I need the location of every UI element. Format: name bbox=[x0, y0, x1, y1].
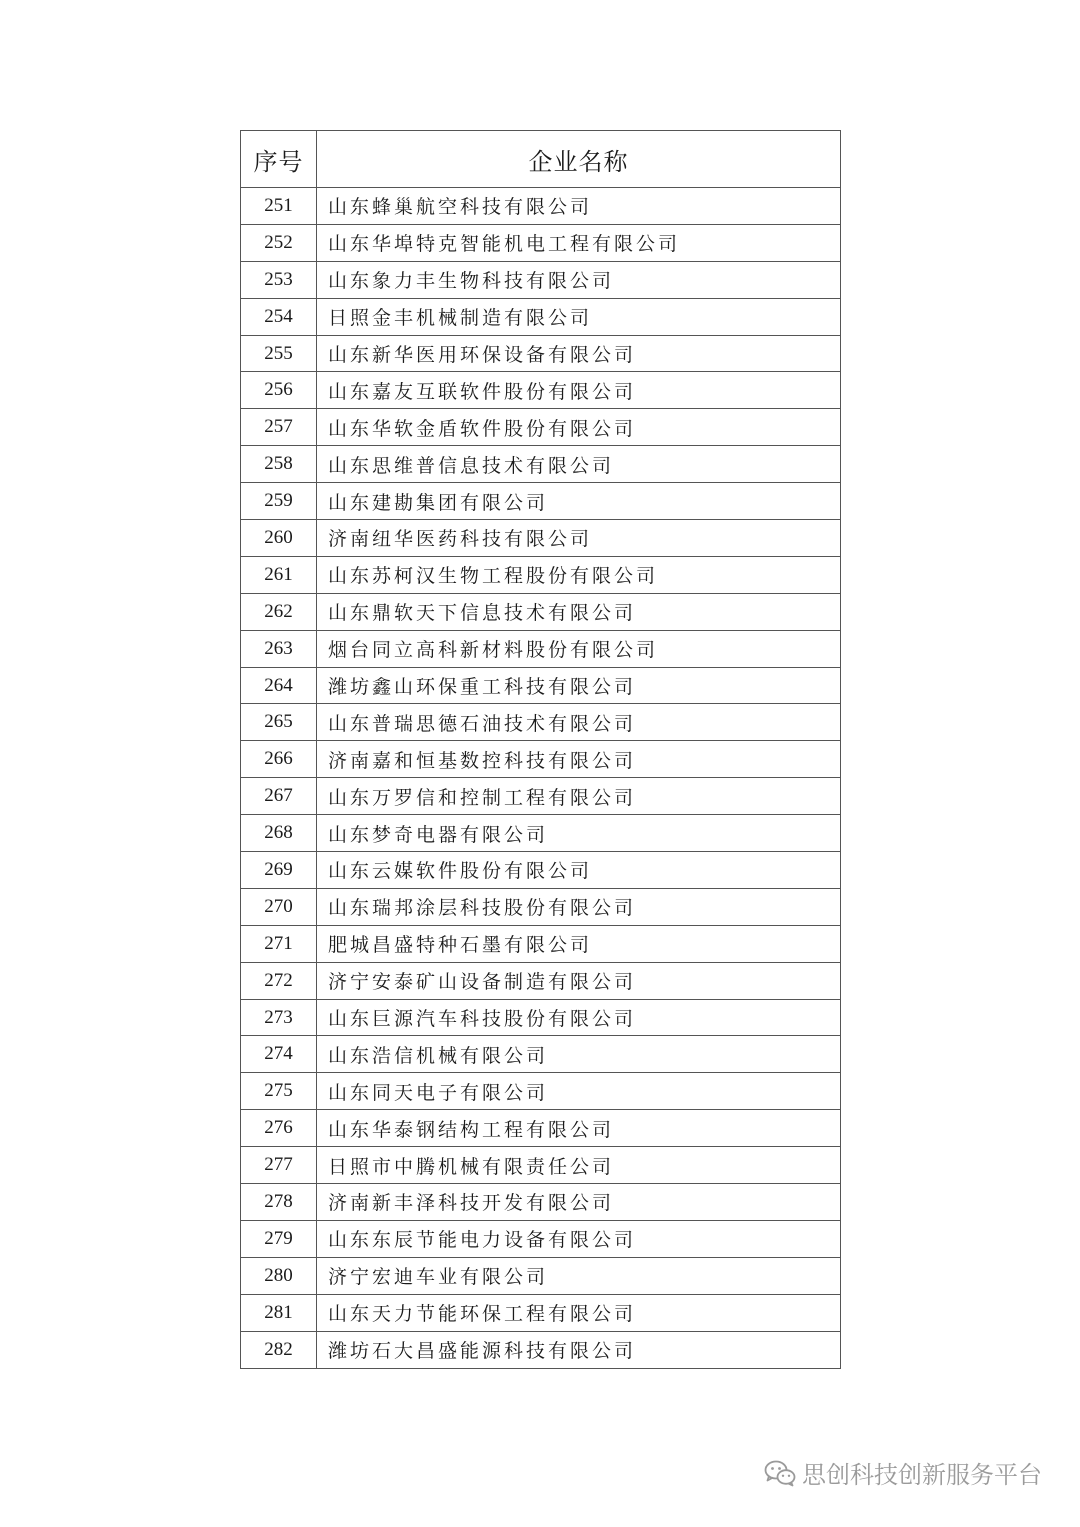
serial-number-cell: 280 bbox=[241, 1257, 317, 1294]
serial-number-cell: 261 bbox=[241, 556, 317, 593]
table-row bbox=[241, 483, 841, 520]
company-name-cell: 山东梦奇电器有限公司 bbox=[317, 815, 841, 852]
serial-number-cell: 275 bbox=[241, 1073, 317, 1110]
company-list-table bbox=[240, 130, 841, 1369]
company-name-cell: 济宁宏迪车业有限公司 bbox=[317, 1257, 841, 1294]
company-name-cell: 山东瑞邦涂层科技股份有限公司 bbox=[317, 888, 841, 925]
company-name-cell: 山东思维普信息技术有限公司 bbox=[317, 446, 841, 483]
table-row bbox=[241, 852, 841, 889]
serial-number-cell: 267 bbox=[241, 778, 317, 815]
serial-number-cell: 277 bbox=[241, 1147, 317, 1184]
serial-number-cell: 268 bbox=[241, 815, 317, 852]
table-row bbox=[241, 372, 841, 409]
serial-number-cell: 260 bbox=[241, 520, 317, 557]
serial-number-cell: 258 bbox=[241, 446, 317, 483]
serial-number-cell: 264 bbox=[241, 667, 317, 704]
table-row bbox=[241, 925, 841, 962]
company-name-cell: 山东鼎软天下信息技术有限公司 bbox=[317, 593, 841, 630]
table-row bbox=[241, 888, 841, 925]
table-row bbox=[241, 815, 841, 852]
company-name-cell: 肥城昌盛特种石墨有限公司 bbox=[317, 925, 841, 962]
table-header-row bbox=[241, 131, 841, 188]
serial-number-cell: 282 bbox=[241, 1331, 317, 1368]
company-name-cell: 日照金丰机械制造有限公司 bbox=[317, 298, 841, 335]
table-row bbox=[241, 999, 841, 1036]
company-name-cell: 山东巨源汽车科技股份有限公司 bbox=[317, 999, 841, 1036]
table-row bbox=[241, 630, 841, 667]
table-body bbox=[241, 188, 841, 1369]
company-name-cell: 山东新华医用环保设备有限公司 bbox=[317, 335, 841, 372]
serial-number-cell: 251 bbox=[241, 188, 317, 225]
table-row bbox=[241, 1331, 841, 1368]
company-name-cell: 日照市中腾机械有限责任公司 bbox=[317, 1147, 841, 1184]
table-row bbox=[241, 1147, 841, 1184]
company-name-cell: 潍坊石大昌盛能源科技有限公司 bbox=[317, 1331, 841, 1368]
serial-number-cell: 273 bbox=[241, 999, 317, 1036]
serial-number-cell: 274 bbox=[241, 1036, 317, 1073]
serial-number-cell: 259 bbox=[241, 483, 317, 520]
table-row bbox=[241, 188, 841, 225]
company-name-cell: 山东建勘集团有限公司 bbox=[317, 483, 841, 520]
serial-number-cell: 255 bbox=[241, 335, 317, 372]
company-name-cell: 山东万罗信和控制工程有限公司 bbox=[317, 778, 841, 815]
company-name-cell: 山东华泰钢结构工程有限公司 bbox=[317, 1110, 841, 1147]
table-row bbox=[241, 778, 841, 815]
serial-number-cell: 276 bbox=[241, 1110, 317, 1147]
watermark-text: 思创科技创新服务平台 bbox=[802, 1461, 1042, 1489]
serial-number-cell: 263 bbox=[241, 630, 317, 667]
table-row bbox=[241, 261, 841, 298]
serial-number-cell: 270 bbox=[241, 888, 317, 925]
serial-number-cell: 272 bbox=[241, 962, 317, 999]
company-name-cell: 济宁安泰矿山设备制造有限公司 bbox=[317, 962, 841, 999]
serial-number-cell: 256 bbox=[241, 372, 317, 409]
company-name-cell: 烟台同立高科新材料股份有限公司 bbox=[317, 630, 841, 667]
serial-number-cell: 279 bbox=[241, 1220, 317, 1257]
header-company-name: 企业名称 bbox=[317, 131, 841, 188]
table-row bbox=[241, 409, 841, 446]
company-name-cell: 山东蜂巢航空科技有限公司 bbox=[317, 188, 841, 225]
serial-number-cell: 271 bbox=[241, 925, 317, 962]
serial-number-cell: 254 bbox=[241, 298, 317, 335]
serial-number-cell: 257 bbox=[241, 409, 317, 446]
serial-number-cell: 262 bbox=[241, 593, 317, 630]
serial-number-cell: 281 bbox=[241, 1294, 317, 1331]
table-row bbox=[241, 704, 841, 741]
serial-number-cell: 266 bbox=[241, 741, 317, 778]
table-row bbox=[241, 1036, 841, 1073]
company-name-cell: 山东普瑞思德石油技术有限公司 bbox=[317, 704, 841, 741]
table-row bbox=[241, 1294, 841, 1331]
company-name-cell: 山东浩信机械有限公司 bbox=[317, 1036, 841, 1073]
company-name-cell: 济南嘉和恒基数控科技有限公司 bbox=[317, 741, 841, 778]
serial-number-cell: 253 bbox=[241, 261, 317, 298]
serial-number-cell: 265 bbox=[241, 704, 317, 741]
company-name-cell: 山东天力节能环保工程有限公司 bbox=[317, 1294, 841, 1331]
table-row bbox=[241, 335, 841, 372]
table-row bbox=[241, 1073, 841, 1110]
company-name-cell: 山东云媒软件股份有限公司 bbox=[317, 852, 841, 889]
company-name-cell: 山东象力丰生物科技有限公司 bbox=[317, 261, 841, 298]
company-name-cell: 山东华软金盾软件股份有限公司 bbox=[317, 409, 841, 446]
table-row bbox=[241, 1220, 841, 1257]
company-name-cell: 济南纽华医药科技有限公司 bbox=[317, 520, 841, 557]
company-name-cell: 山东华埠特克智能机电工程有限公司 bbox=[317, 224, 841, 261]
table-row bbox=[241, 224, 841, 261]
company-name-cell: 山东东辰节能电力设备有限公司 bbox=[317, 1220, 841, 1257]
table-row bbox=[241, 593, 841, 630]
table-row bbox=[241, 962, 841, 999]
table-row bbox=[241, 1110, 841, 1147]
table-row bbox=[241, 741, 841, 778]
table-row bbox=[241, 298, 841, 335]
table-row bbox=[241, 446, 841, 483]
company-name-cell: 潍坊鑫山环保重工科技有限公司 bbox=[317, 667, 841, 704]
watermark bbox=[764, 1455, 1042, 1490]
table-row bbox=[241, 667, 841, 704]
company-name-cell: 山东同天电子有限公司 bbox=[317, 1073, 841, 1110]
table-row bbox=[241, 520, 841, 557]
table-row bbox=[241, 556, 841, 593]
header-serial-number: 序号 bbox=[241, 131, 317, 188]
serial-number-cell: 278 bbox=[241, 1184, 317, 1221]
company-name-cell: 山东苏柯汉生物工程股份有限公司 bbox=[317, 556, 841, 593]
wechat-icon bbox=[764, 1459, 796, 1487]
serial-number-cell: 269 bbox=[241, 852, 317, 889]
table-row bbox=[241, 1184, 841, 1221]
serial-number-cell: 252 bbox=[241, 224, 317, 261]
table-row bbox=[241, 1257, 841, 1294]
company-name-cell: 山东嘉友互联软件股份有限公司 bbox=[317, 372, 841, 409]
company-name-cell: 济南新丰泽科技开发有限公司 bbox=[317, 1184, 841, 1221]
